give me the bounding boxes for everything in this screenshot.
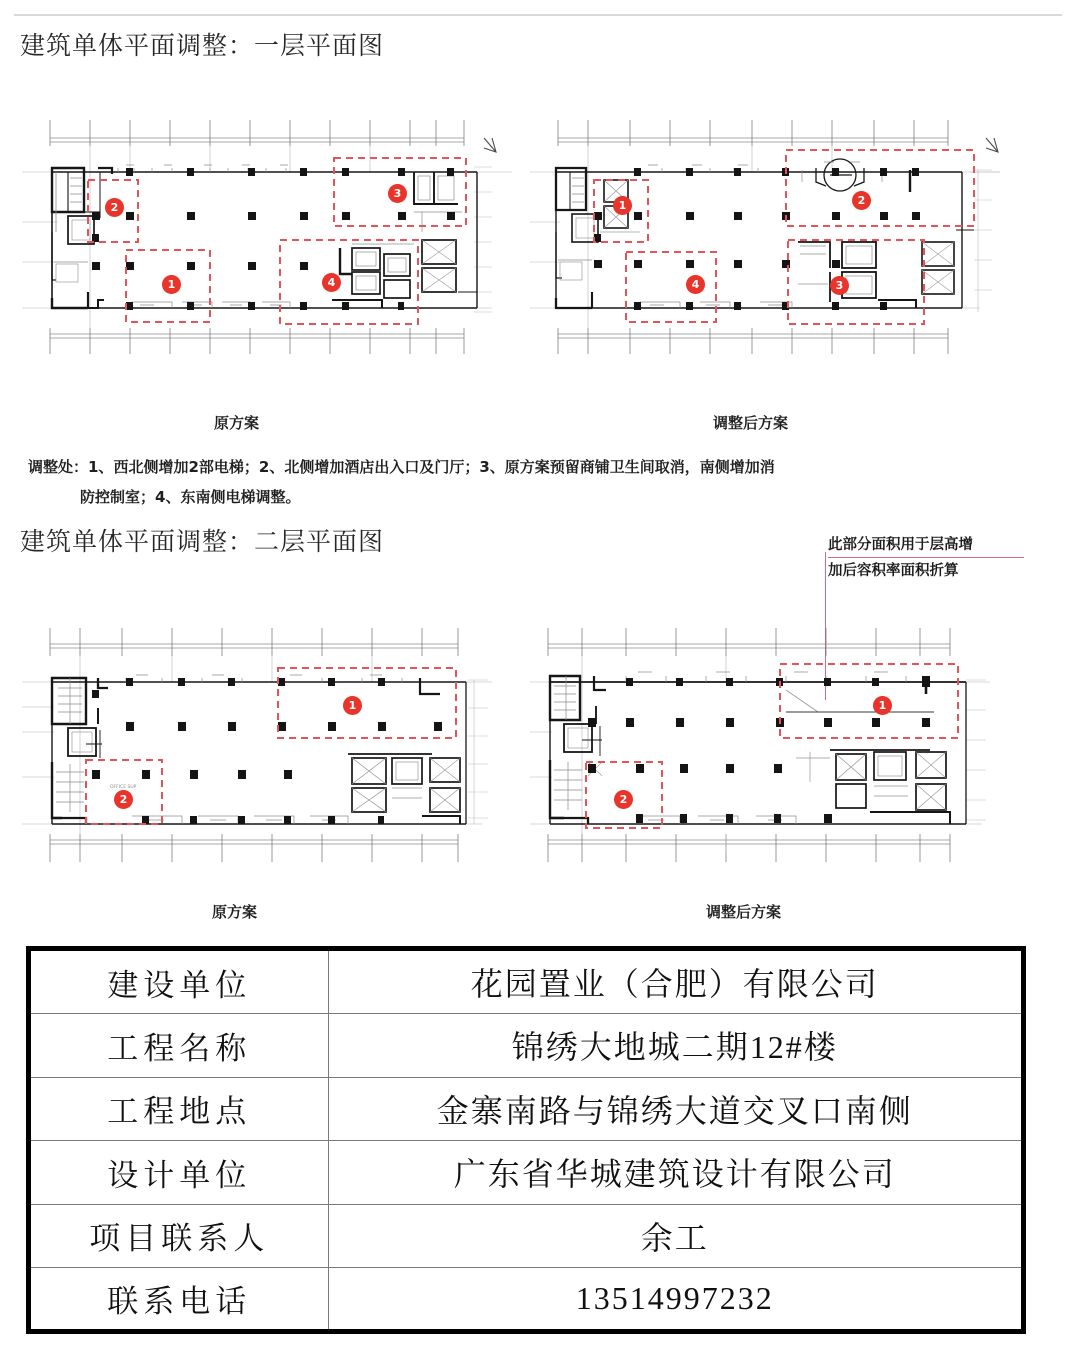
- table-row: [31, 1141, 1021, 1204]
- callout-line1: 此部分面积用于层高增: [828, 534, 1024, 558]
- caption-floor1-adjusted: 调整后方案: [713, 414, 789, 432]
- floor-plan-floor1-original: [22, 112, 512, 362]
- plan-marker: 1: [343, 696, 362, 715]
- table-row: [31, 1268, 1021, 1329]
- plan-marker: 3: [388, 184, 407, 203]
- floor-plan-floor2-original: [22, 612, 522, 877]
- plan-marker: 4: [322, 273, 341, 292]
- section-heading-floor1: 建筑单体平面调整：一层平面图: [20, 31, 385, 60]
- plan-marker: 1: [873, 696, 892, 715]
- table-value: 锦绣大地城二期12#楼: [328, 1014, 1021, 1077]
- adjustment-note-line2: 防控制室；4、东南侧电梯调整。: [80, 488, 301, 506]
- caption-floor2-original: 原方案: [212, 903, 258, 921]
- table-value: 余工: [328, 1204, 1021, 1267]
- caption-floor1-original: 原方案: [214, 414, 260, 432]
- plan-marker: 2: [852, 191, 871, 210]
- table-key: 工程地点: [31, 1077, 328, 1140]
- adjustment-note-line1: 调整处：1、西北侧增加2部电梯；2、北侧增加酒店出入口及门厅；3、原方案预留商铺卫生间取消，南侧增加消: [28, 458, 775, 476]
- table-key: 联系电话: [31, 1268, 328, 1329]
- table-row: [31, 1014, 1021, 1077]
- table-key: 工程名称: [31, 1014, 328, 1077]
- adjustment-note: [28, 452, 1028, 512]
- table-key: 建设单位: [31, 951, 328, 1014]
- plan-marker: 2: [614, 790, 633, 809]
- floor-plan-floor1-adjusted: [530, 112, 1030, 362]
- callout-line2: 加后容积率面积折算: [828, 563, 959, 579]
- section-heading-floor2: 建筑单体平面调整：二层平面图: [20, 527, 385, 556]
- table-row: [31, 951, 1021, 1014]
- table-value: 金寨南路与锦绣大道交叉口南侧: [328, 1077, 1021, 1140]
- table-value: 花园置业（合肥）有限公司: [328, 951, 1021, 1014]
- area-conversion-callout: [828, 534, 1024, 582]
- table-key: 设计单位: [31, 1141, 328, 1204]
- table-value: 13514997232: [328, 1268, 1021, 1329]
- plan-marker: 1: [613, 196, 632, 215]
- page-top-rule: [14, 14, 1062, 16]
- table-row: [31, 1204, 1021, 1267]
- plan-marker: 2: [105, 198, 124, 217]
- table-row: [31, 1077, 1021, 1140]
- plan-marker: 1: [162, 275, 181, 294]
- plan-marker: 2: [114, 790, 133, 809]
- caption-floor2-adjusted: 调整后方案: [706, 903, 782, 921]
- plan-marker: 4: [686, 275, 705, 294]
- project-info-table: [26, 946, 1026, 1334]
- table-key: 项目联系人: [31, 1204, 328, 1267]
- table-value: 广东省华城建筑设计有限公司: [328, 1141, 1021, 1204]
- plan-marker: 3: [830, 276, 849, 295]
- floor-plan-floor2-adjusted: [530, 612, 1030, 877]
- svg-text:OFFICE SUP: OFFICE SUP: [110, 785, 137, 790]
